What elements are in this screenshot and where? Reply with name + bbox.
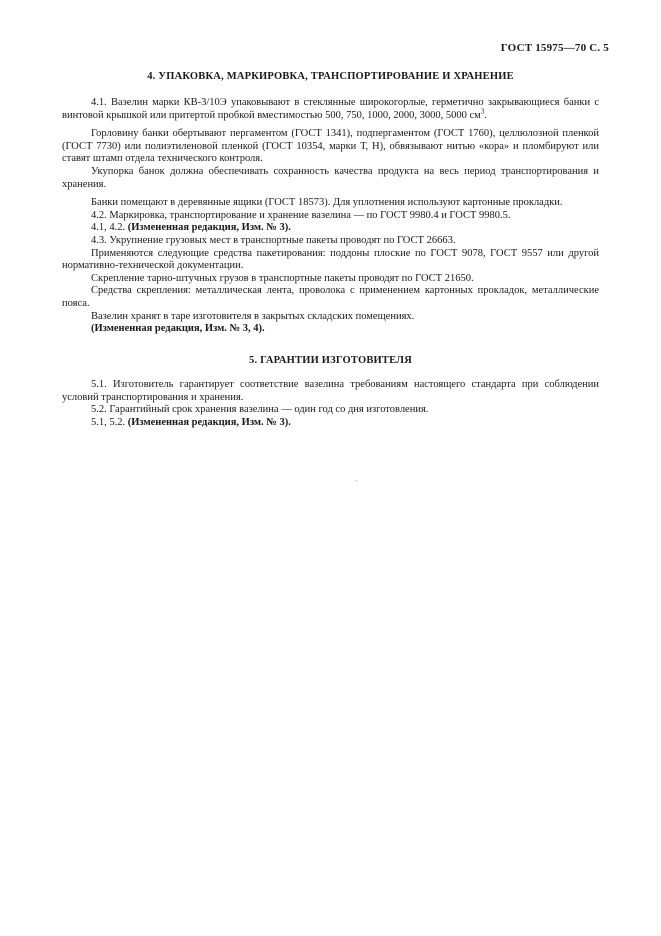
section-5-body xyxy=(62,379,599,429)
page-header: ГОСТ 15975—70 С. 5 xyxy=(500,42,609,54)
superscript-3: 3 xyxy=(480,107,485,116)
paragraph-4-2: 4.2. Маркировка, транспортирование и хранение вазелина — по ГОСТ 9980.4 и ГОСТ 9980.5. xyxy=(91,209,511,221)
paragraph-4-1-text: 4.1. Вазелин марки КВ-3/10Э упаковывают в стеклянные широкогорлые, герметично закрывающиеся банки с винтовой крышкой или притертой пробкой вместимостью 500, 750, 1000, 2000, 3000, 5000 см xyxy=(62,97,599,121)
section-4-title: 4. УПАКОВКА, МАРКИРОВКА, ТРАНСПОРТИРОВАНИЕ И ХРАНЕНИЕ xyxy=(147,71,514,82)
amendment-ref: 5.1, 5.2. xyxy=(91,416,128,428)
amendment-ref: 4.1, 4.2. xyxy=(91,222,128,234)
paragraph-packaging-means: Применяются следующие средства пакетирования: поддоны плоские по ГОСТ 9078, ГОСТ 9557 или другой нормативно-технической документации. xyxy=(62,247,599,272)
paragraph-fastening-means: Средства скрепления: металлическая лента, проволока с применением картонных прокладок, металлические пояса. xyxy=(62,285,599,309)
amendment-note: (Измененная редакция, Изм. № 3). xyxy=(127,222,291,234)
paragraph-boxes: Банки помещают в деревянные ящики (ГОСТ 18573). Для уплотнения используют картонные прокладки. xyxy=(91,197,563,209)
paragraph-neck-wrapping: Горловину банки обертывают пергаментом (ГОСТ 1341), подпергаментом (ГОСТ 1760), целлюлозной пленкой (ГОСТ 7730) или полиэтиленовой пленкой (ГОСТ 10354, марки Т, Н), обвязывают нитью «кора» и пломбируют или ставят штамп отдела технического контроля. xyxy=(62,128,599,165)
section-5-title: 5. ГАРАНТИИ ИЗГОТОВИТЕЛЯ xyxy=(249,355,412,366)
paragraph-5-1: 5.1. Изготовитель гарантирует соответствие вазелина требованиям настоящего стандарта при соблюдении условий транспортирования и хранения. xyxy=(62,379,599,403)
paragraph-5-2: 5.2. Гарантийный срок хранения вазелина — один год со дня изготовления. xyxy=(91,404,429,416)
scan-speck xyxy=(356,480,357,481)
paragraph-sealing: Укупорка банок должна обеспечивать сохранность качества продукта на весь период транспортирования и хранения. xyxy=(62,165,599,190)
paragraph-amendment-3-4: (Измененная редакция, Изм. № 3, 4). xyxy=(91,323,265,335)
paragraph-amendment-5-1-5-2 xyxy=(62,417,599,430)
section-4-body xyxy=(62,97,599,336)
paragraph-4-1-end: . xyxy=(484,109,487,121)
paragraph-4-1 xyxy=(62,97,599,122)
paragraph-storage: Вазелин хранят в таре изготовителя в закрытых складских помещениях. xyxy=(91,310,415,322)
paragraph-fastening: Скрепление тарно-штучных грузов в транспортные пакеты проводят по ГОСТ 21650. xyxy=(91,272,474,284)
paragraph-amendment-4-1-4-2 xyxy=(62,222,599,235)
paragraph-4-3: 4.3. Укрупнение грузовых мест в транспортные пакеты проводят по ГОСТ 26663. xyxy=(91,234,456,246)
amendment-note: (Измененная редакция, Изм. № 3). xyxy=(127,416,291,428)
